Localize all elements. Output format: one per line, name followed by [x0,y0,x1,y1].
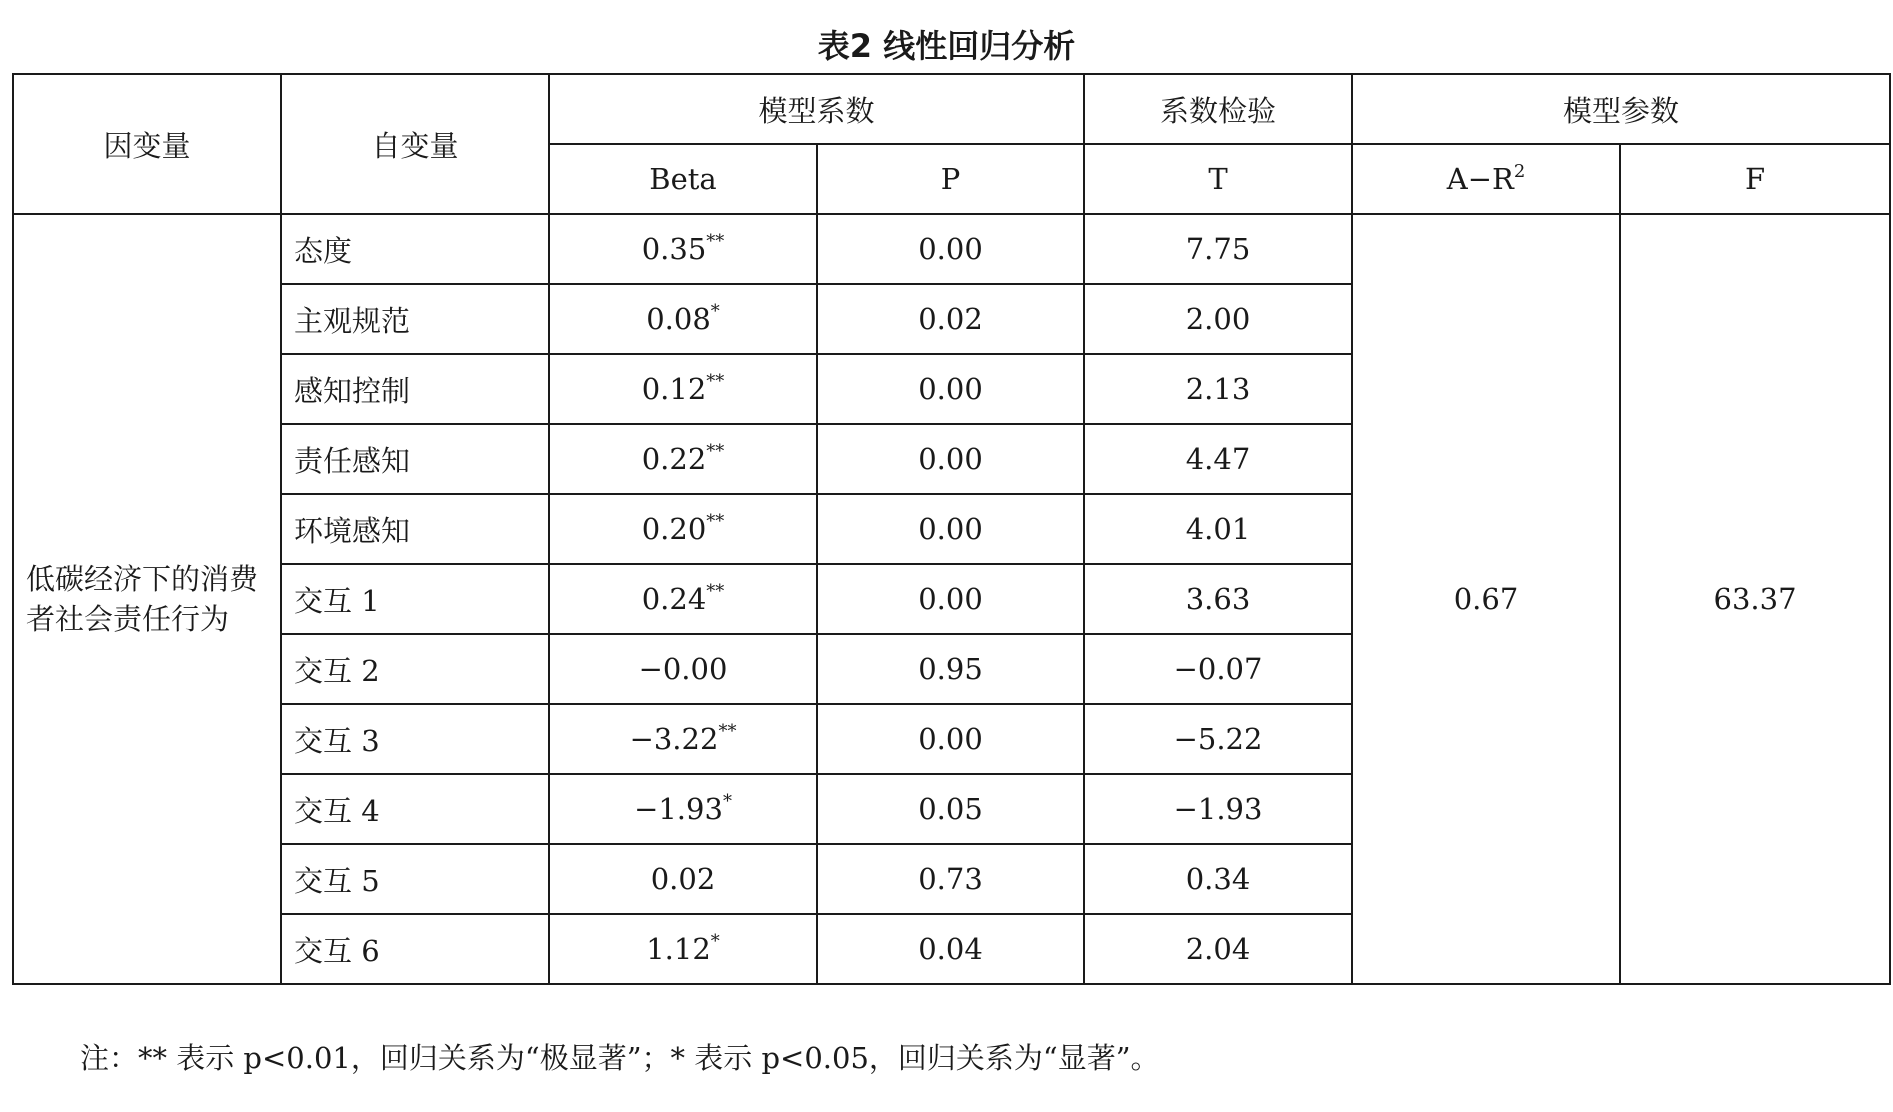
beta-cell [549,284,817,354]
t-value-cell: 2.00 [1084,284,1352,354]
independent-variable-cell: 环境感知 [281,494,549,564]
dependent-variable-cell: 低碳经济下的消费者社会责任行为 [13,214,281,984]
independent-variable-cell: 交互 2 [281,634,549,704]
header-f: F [1620,144,1890,214]
header-row-1 [13,74,1890,144]
header-ar2-base: A−R [1446,162,1514,196]
beta-value: 0.08 [646,302,711,336]
t-value-cell: 4.01 [1084,494,1352,564]
header-p: P [817,144,1084,214]
p-value-cell: 0.02 [817,284,1084,354]
beta-value: 1.12 [646,932,711,966]
p-value-cell: 0.04 [817,914,1084,984]
beta-value: −3.22 [629,722,719,756]
beta-cell [549,354,817,424]
beta-value: 0.20 [641,512,707,546]
independent-variable-cell: 主观规范 [281,284,549,354]
beta-cell [549,424,817,494]
independent-variable-cell: 交互 5 [281,844,549,914]
adjusted-r2-cell: 0.67 [1352,214,1620,984]
beta-value: −0.00 [638,652,728,686]
p-value-cell: 0.73 [817,844,1084,914]
significance-marker: ** [706,511,725,532]
p-value-cell: 0.05 [817,774,1084,844]
beta-value: −1.93 [634,792,723,826]
p-value-cell: 0.00 [817,564,1084,634]
beta-value: 0.24 [641,582,707,616]
t-value-cell: −5.22 [1084,704,1352,774]
independent-variable-cell: 感知控制 [281,354,549,424]
beta-value: 0.12 [641,372,707,406]
significance-marker: * [710,931,720,952]
significance-marker: * [710,301,720,322]
p-value-cell: 0.00 [817,424,1084,494]
beta-cell [549,494,817,564]
significance-marker: ** [706,371,725,392]
t-value-cell: 3.63 [1084,564,1352,634]
header-adjusted-r2 [1352,144,1620,214]
independent-variable-cell: 交互 1 [281,564,549,634]
beta-cell [549,844,817,914]
header-model-coefficients: 模型系数 [549,74,1084,144]
header-beta: Beta [549,144,817,214]
significance-marker: * [722,791,732,812]
header-dependent: 因变量 [13,74,281,214]
beta-value: 0.35 [641,232,707,266]
significance-marker: ** [706,441,725,462]
header-model-parameters: 模型参数 [1352,74,1890,144]
significance-marker: ** [718,721,737,742]
table-title: 表2 线性回归分析 [817,27,1076,65]
significance-marker: ** [706,581,725,602]
p-value-cell: 0.00 [817,214,1084,284]
header-t: T [1084,144,1352,214]
beta-cell [549,774,817,844]
t-value-cell: 2.04 [1084,914,1352,984]
beta-cell [549,704,817,774]
independent-variable-cell: 态度 [281,214,549,284]
table-row [13,214,1890,284]
independent-variable-cell: 交互 4 [281,774,549,844]
p-value-cell: 0.95 [817,634,1084,704]
beta-cell [549,214,817,284]
header-ar2-superscript: 2 [1513,161,1526,182]
header-coefficient-test: 系数检验 [1084,74,1352,144]
beta-cell [549,914,817,984]
table-footnote: 注：** 表示 p<0.01，回归关系为“极显著”；* 表示 p<0.05，回归关系为“显著”。 [80,1041,1160,1075]
beta-value: 0.22 [641,442,707,476]
beta-value: 0.02 [650,862,716,896]
regression-table [12,73,1891,985]
t-value-cell: −0.07 [1084,634,1352,704]
beta-cell [549,634,817,704]
t-value-cell: −1.93 [1084,774,1352,844]
p-value-cell: 0.00 [817,494,1084,564]
independent-variable-cell: 交互 6 [281,914,549,984]
significance-marker: ** [706,231,725,252]
t-value-cell: 7.75 [1084,214,1352,284]
p-value-cell: 0.00 [817,354,1084,424]
t-value-cell: 2.13 [1084,354,1352,424]
header-independent: 自变量 [281,74,549,214]
p-value-cell: 0.00 [817,704,1084,774]
t-value-cell: 4.47 [1084,424,1352,494]
independent-variable-cell: 交互 3 [281,704,549,774]
t-value-cell: 0.34 [1084,844,1352,914]
f-value-cell: 63.37 [1620,214,1890,984]
beta-cell [549,564,817,634]
independent-variable-cell: 责任感知 [281,424,549,494]
